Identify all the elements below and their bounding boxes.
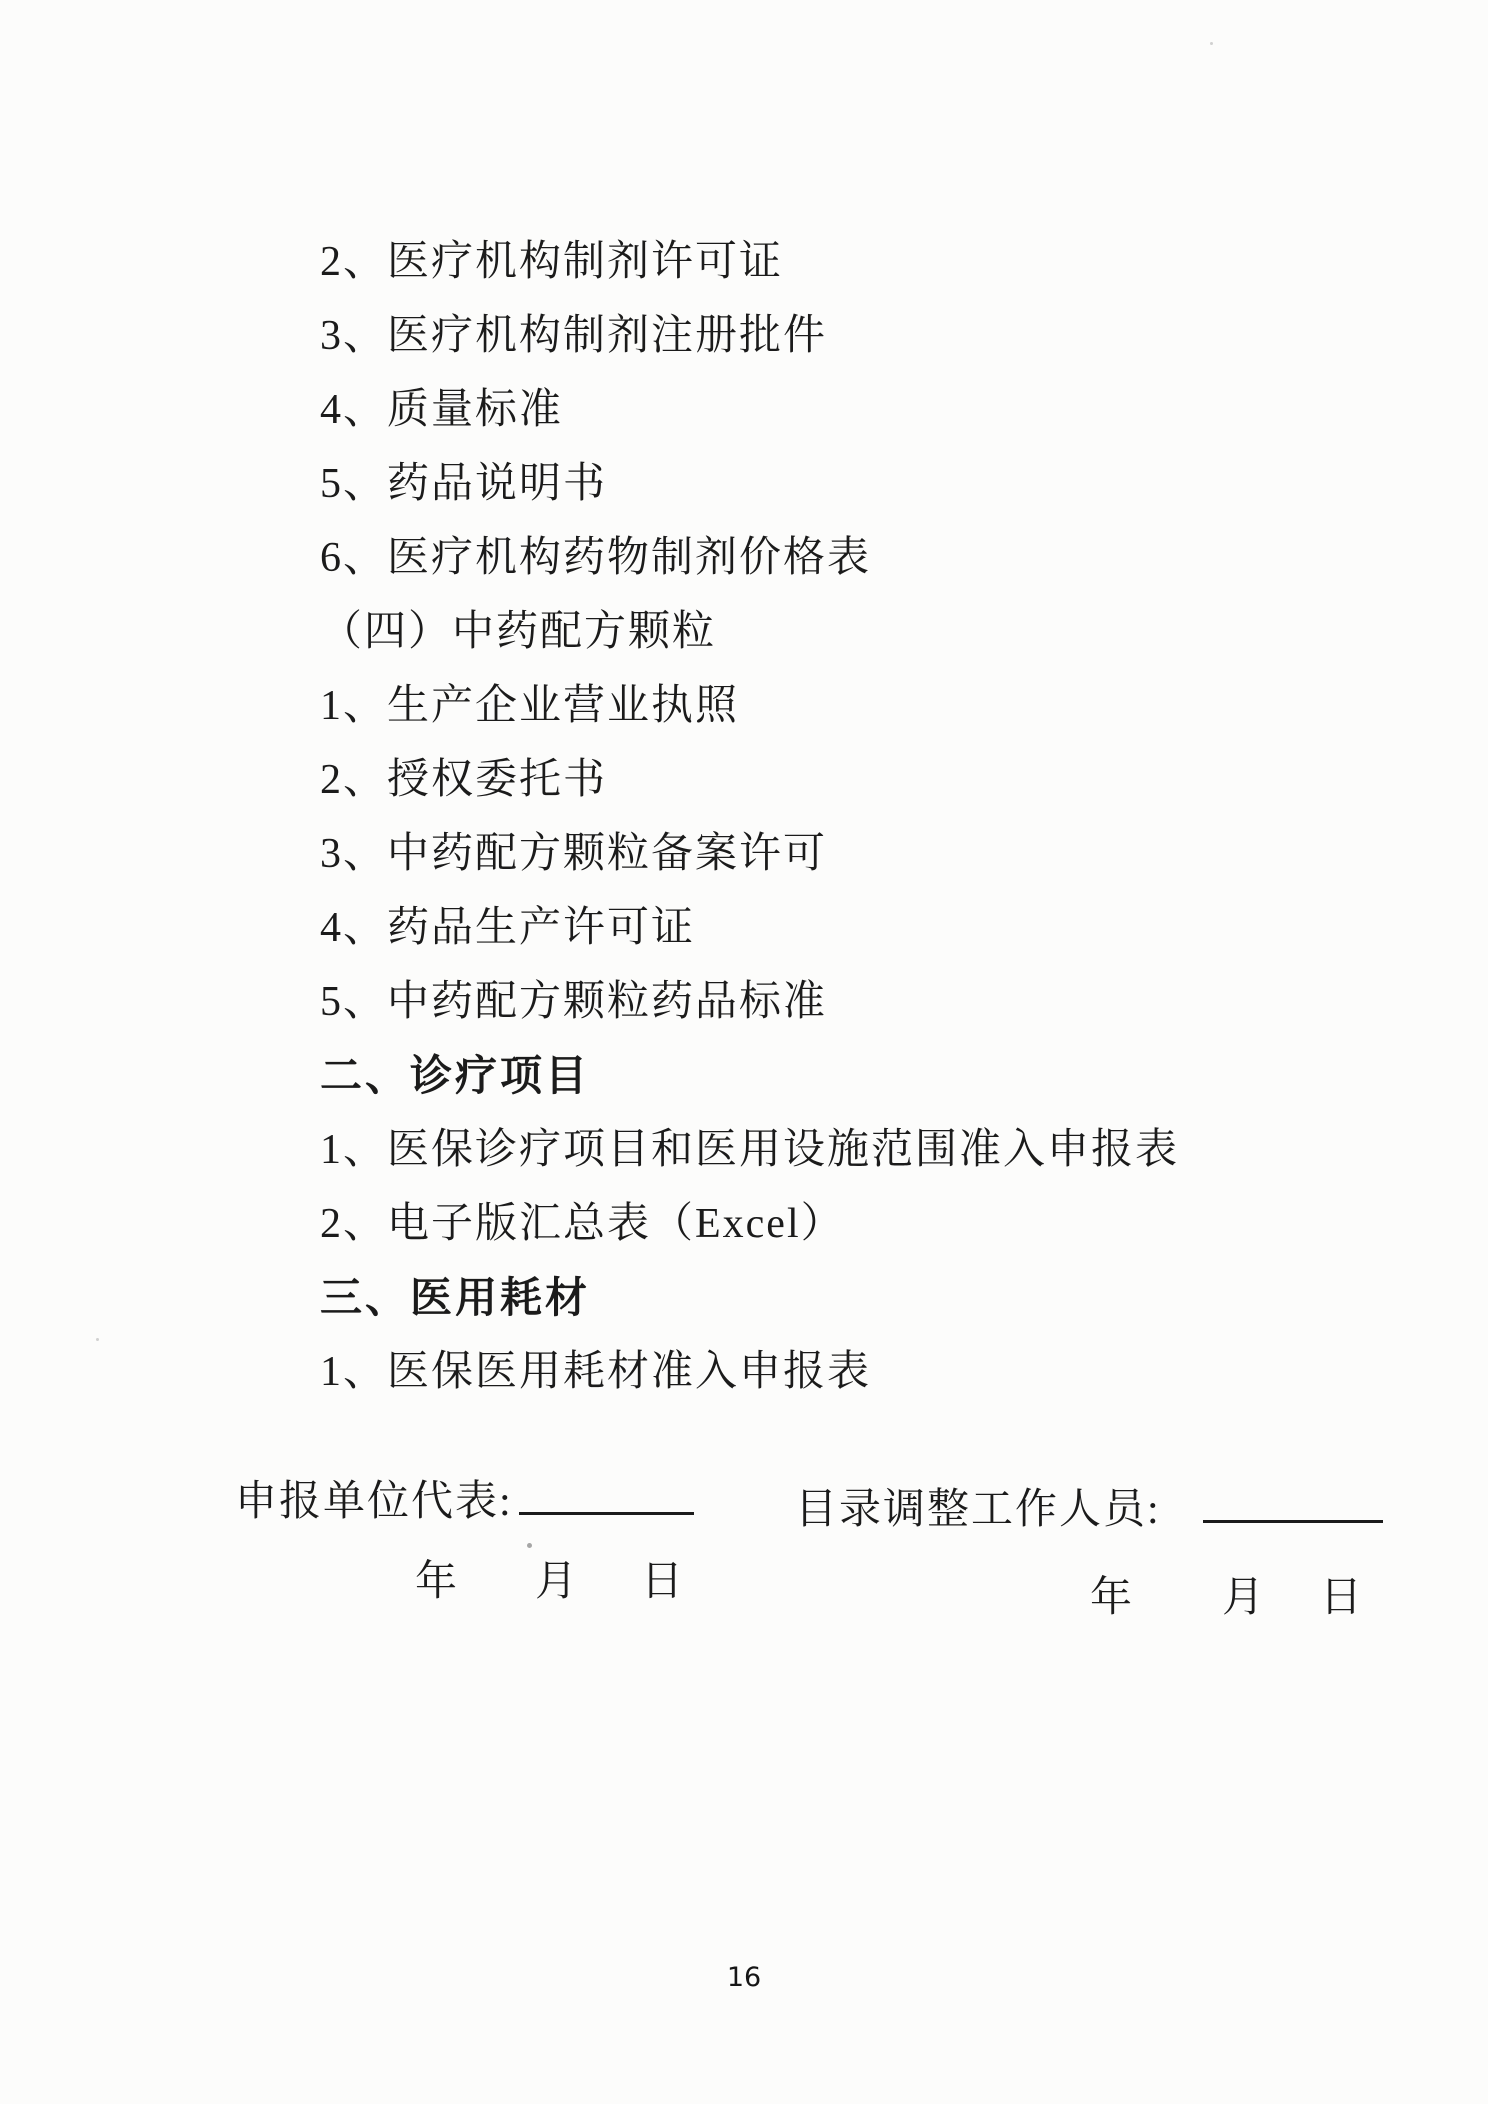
list-item: 1、生产企业营业执照 [320, 683, 740, 729]
signature-left-label: 申报单位代表: [235, 1479, 513, 1525]
list-item: 5、药品说明书 [320, 461, 608, 507]
date-right-month: 月 [1222, 1575, 1265, 1621]
list-item: 1、医保医用耗材准入申报表 [320, 1349, 872, 1395]
page-number: 16 [726, 1962, 762, 1993]
date-right-year: 年 [1090, 1575, 1133, 1621]
list-item: 2、电子版汇总表（Excel） [320, 1201, 845, 1247]
signature-left-blank-line [519, 1468, 694, 1515]
list-item: 1、医保诊疗项目和医用设施范围准入申报表 [320, 1127, 1180, 1173]
subsection-heading: （四）中药配方颗粒 [320, 609, 717, 655]
date-left-year: 年 [415, 1559, 458, 1605]
date-right [1090, 1564, 1362, 1624]
date-left [415, 1548, 683, 1608]
list-item: 3、医疗机构制剂注册批件 [320, 313, 828, 359]
signature-right [795, 1476, 1383, 1536]
date-right-day: 日 [1320, 1575, 1363, 1621]
list-item: 4、药品生产许可证 [320, 905, 696, 951]
scan-artifact [527, 1543, 532, 1548]
signature-right-blank-line [1203, 1476, 1383, 1523]
list-item: 2、授权委托书 [320, 757, 608, 803]
list-item: 4、质量标准 [320, 387, 564, 433]
date-left-month: 月 [535, 1559, 578, 1605]
scan-artifact [96, 1338, 99, 1341]
section-heading: 三、医用耗材 [320, 1274, 591, 1321]
scan-artifact [1210, 42, 1213, 45]
list-item: 2、医疗机构制剂许可证 [320, 239, 784, 285]
list-item: 3、中药配方颗粒备案许可 [320, 831, 828, 877]
signature-left [235, 1468, 694, 1528]
list-item: 5、中药配方颗粒药品标准 [320, 979, 828, 1025]
list-item: 6、医疗机构药物制剂价格表 [320, 535, 872, 581]
document-body [320, 225, 1420, 1409]
section-heading: 二、诊疗项目 [320, 1052, 591, 1099]
signature-right-label: 目录调整工作人员: [795, 1487, 1161, 1533]
date-left-day: 日 [641, 1559, 684, 1605]
